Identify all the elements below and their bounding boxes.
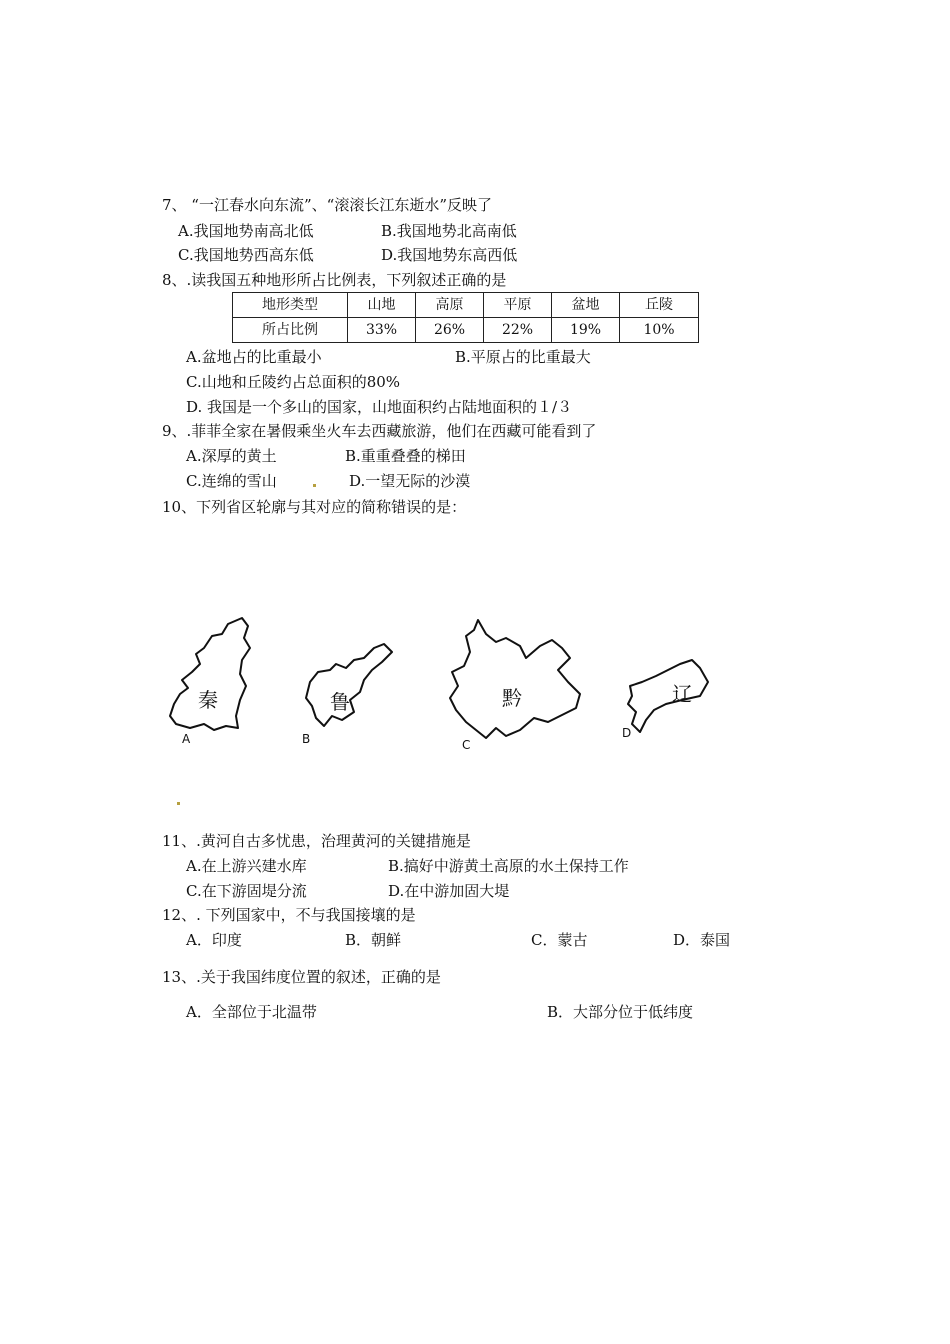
q11-option-c[interactable]: C.在下游固堤分流 [186,882,307,900]
q11-option-b[interactable]: B.搞好中游黄土高原的水土保持工作 [388,857,629,875]
province-outline-c [450,620,580,738]
q9-option-c[interactable]: C.连绵的雪山 [186,472,277,490]
q13-stem: 13、.关于我国纬度位置的叙述，正确的是 [162,968,441,986]
q12-option-c[interactable]: C．蒙古 [531,931,588,949]
map-abbr-c: 黔 [502,686,522,710]
q12-stem: 12、. 下列国家中，不与我国接壤的是 [162,906,416,924]
table-cell: 33% [348,318,416,343]
map-letter-b: B [302,732,311,746]
map-letter-c: C [462,738,471,752]
table-cell: 10% [620,318,699,343]
map-letter-d: D [622,726,632,740]
map-abbr-b: 鲁 [330,690,350,714]
q12-option-b[interactable]: B．朝鲜 [345,931,402,949]
map-letter-a: A [182,732,191,746]
province-outlines [160,612,740,762]
table-header-row [233,293,699,318]
speck-mark [177,802,180,805]
q11-option-a[interactable]: A.在上游兴建水库 [186,857,307,875]
q13-option-b[interactable]: B．大部分位于低纬度 [547,1003,694,1021]
province-outline-d [628,660,708,732]
table-cell: 所占比例 [233,318,348,343]
q8-stem: 8、.读我国五种地形所占比例表，下列叙述正确的是 [162,271,507,289]
q11-option-d[interactable]: D.在中游加固大堤 [388,882,510,900]
table-cell: 26% [416,318,484,343]
table-cell: 平原 [484,293,552,318]
q12-option-a[interactable]: A．印度 [186,931,242,949]
q7-stem: 7、 “一江春水向东流”、“滚滚长江东逝水”反映了 [162,196,492,214]
q9-option-a[interactable]: A.深厚的黄土 [186,447,277,465]
map-abbr-d: 辽 [672,682,692,706]
q13-option-a[interactable]: A．全部位于北温带 [186,1003,317,1021]
q8-option-b[interactable]: B.平原占的比重最大 [455,348,591,366]
province-outline-figure [160,612,740,762]
q12-option-d[interactable]: D．泰国 [673,931,731,949]
q8-option-d[interactable]: D. 我国是一个多山的国家，山地面积约占陆地面积的１/３ [186,398,573,416]
q7-option-b[interactable]: B.我国地势北高南低 [381,222,517,240]
map-abbr-a: 秦 [198,688,218,712]
q8-option-c[interactable]: C.山地和丘陵约占总面积的80% [186,373,401,391]
table-cell: 高原 [416,293,484,318]
table-cell: 山地 [348,293,416,318]
table-cell: 19% [552,318,620,343]
q9-option-d[interactable]: D.一望无际的沙漠 [349,472,471,490]
q7-option-d[interactable]: D.我国地势东高西低 [381,246,518,264]
terrain-proportion-table [232,292,699,343]
table-cell: 22% [484,318,552,343]
table-cell: 盆地 [552,293,620,318]
q11-stem: 11、.黄河自古多忧患，治理黄河的关键措施是 [162,832,471,850]
q7-option-a[interactable]: A.我国地势南高北低 [178,222,314,240]
q9-option-b[interactable]: B.重重叠叠的梯田 [345,447,466,465]
q9-stem: 9、.菲菲全家在暑假乘坐火车去西藏旅游，他们在西藏可能看到了 [162,422,597,440]
q7-option-c[interactable]: C.我国地势西高东低 [178,246,314,264]
speck-mark [313,484,316,487]
table-cell: 地形类型 [233,293,348,318]
table-row [233,318,699,343]
q10-stem: 10、下列省区轮廓与其对应的简称错误的是： [162,498,467,516]
table-cell: 丘陵 [620,293,699,318]
q8-option-a[interactable]: A.盆地占的比重最小 [186,348,322,366]
province-outline-a [170,618,250,730]
